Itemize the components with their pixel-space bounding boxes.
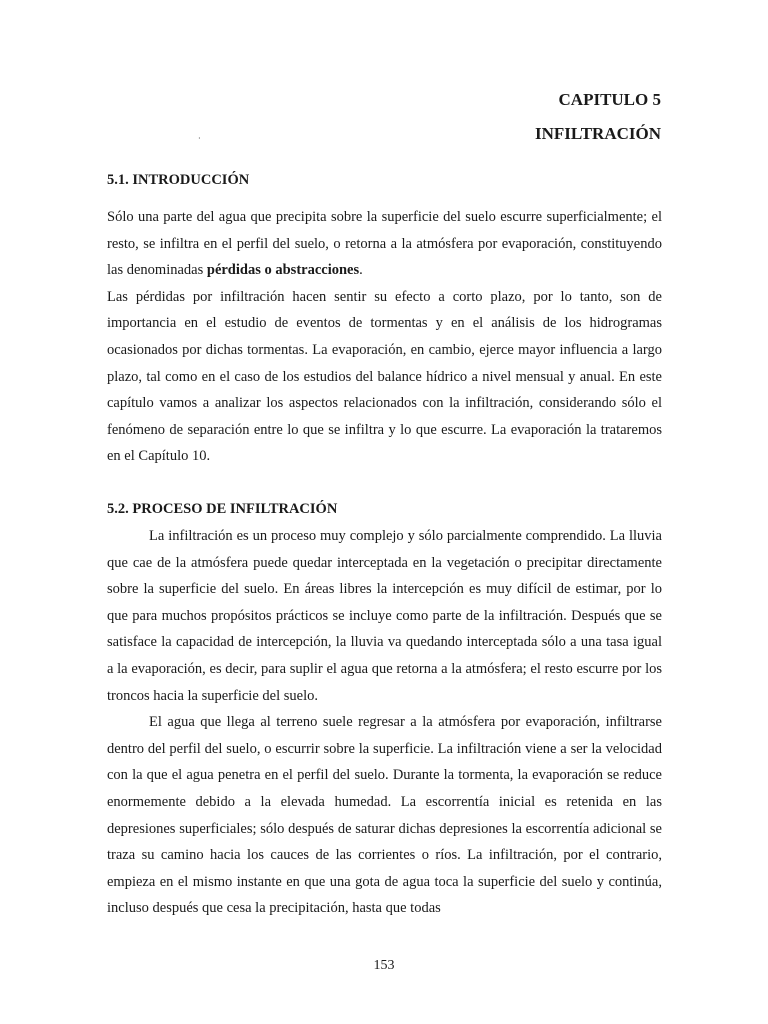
paragraph: [107, 204, 662, 284]
page-number: 153: [373, 958, 395, 973]
chapter-number: CAPITULO 5: [558, 90, 661, 109]
paragraph-text-end: .: [359, 262, 363, 279]
scan-artifact-dot: ·: [198, 134, 201, 143]
paragraph: El agua que llega al terreno suele regresar a la atmósfera por evaporación, infiltrarse dentro del perfil del suelo, o escurrir sobre la superficie. La infiltración viene a ser la velocidad con la que el agua penetra en el perfil del suelo. Durante la tormenta, la evaporación se reduce enormemente debido a la elevada humedad. La escorrentía inicial es retenida en las depresiones superficiales; sólo después de saturar dichas depresiones la escorrentía adicional se traza su camino hacia los cauces de las corrientes o ríos. La infiltración, por el contrario, empieza en el mismo instante en que una gota de agua toca la superficie del suelo y continúa, incluso después que cesa la precipitación, hasta que todas: [107, 714, 662, 917]
section-heading-proceso-infiltracion: 5.2. PROCESO DE INFILTRACIÓN: [107, 501, 338, 517]
paragraph: La infiltración es un proceso muy complejo y sólo parcialmente comprendido. La lluvia que cae de la atmósfera puede quedar interceptada en la vegetación o precipitar directamente sobre la superficie del suelo. En áreas libres la intercepción es muy difícil de estimar, por lo que para muchos propósitos prácticos se incluye como parte de la infiltración. Después que se satisface la capacidad de intercepción, la lluvia va quedando interceptada sólo a una tasa igual a la evaporación, es decir, para suplir el agua que retorna a la atmósfera; el resto escurre por los troncos hacia la superficie del suelo.: [107, 528, 662, 704]
section-heading-introduccion: 5.1. INTRODUCCIÓN: [107, 172, 250, 188]
paragraph-text: Sólo una parte del agua que precipita sobre la superficie del suelo escurre superficialmente; el resto, se infiltra en el perfil del suelo, o retorna a la atmósfera por evaporación, constituyendo las denominadas: [107, 209, 662, 279]
emphasis-term: pérdidas o abstracciones: [206, 262, 360, 279]
section-body-introduccion: [107, 204, 662, 470]
paragraph: Las pérdidas por infiltración hacen sentir su efecto a corto plazo, por lo tanto, son de importancia en el estudio de eventos de tormentas y en el análisis de los hidrogramas ocasionados por dichas tormentas. La evaporación, en cambio, ejerce mayor influencia a largo plazo, tal como en el caso de los estudios del balance hídrico a nivel mensual y anual. En este capítulo vamos a analizar los aspectos relacionados con la infiltración, considerando sólo el fenómeno de separación entre lo que se infiltra y lo que escurre. La evaporación la trataremos en el Capítulo 10.: [107, 288, 662, 465]
chapter-title: INFILTRACIÓN: [535, 124, 661, 143]
section-body-proceso-infiltracion: [107, 523, 662, 922]
